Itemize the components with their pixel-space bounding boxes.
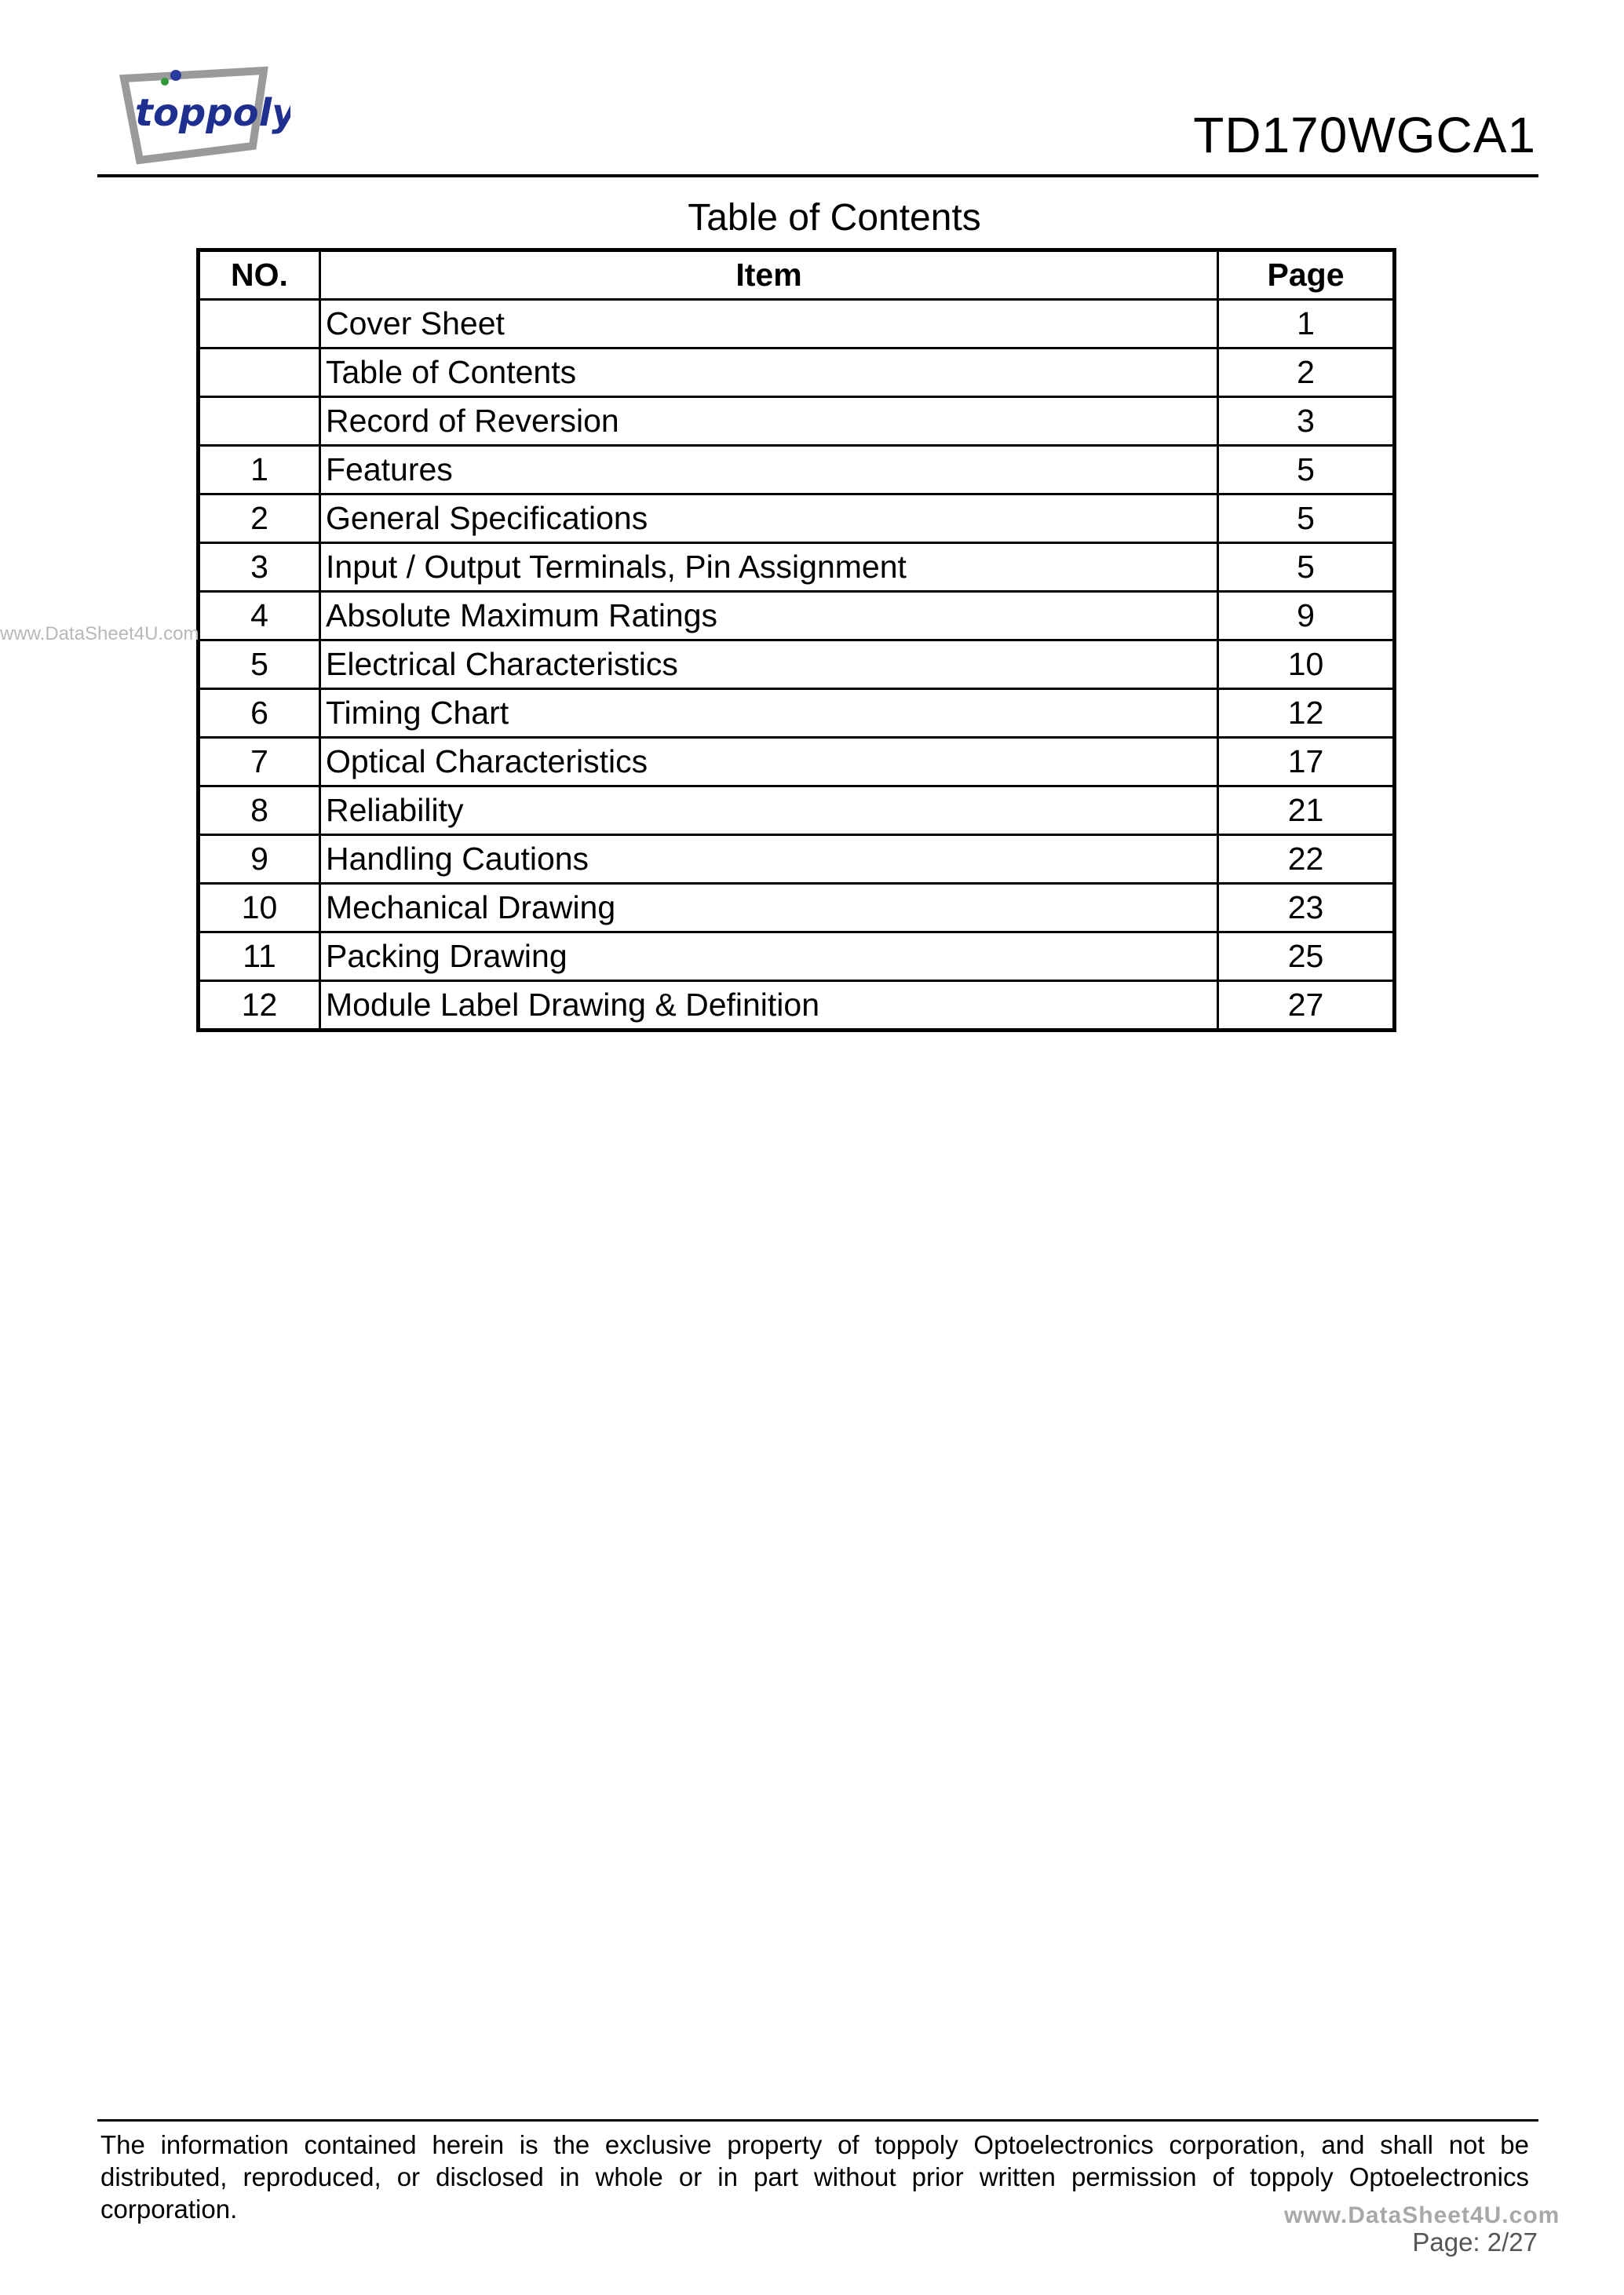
row-item: Electrical Characteristics xyxy=(320,640,1218,689)
row-no xyxy=(199,397,320,446)
watermark-text: www.DataSheet4U.com xyxy=(0,623,199,644)
row-no: 3 xyxy=(199,543,320,592)
row-page: 9 xyxy=(1218,592,1395,640)
table-row xyxy=(199,348,1395,397)
row-page: 3 xyxy=(1218,397,1395,446)
row-page: 23 xyxy=(1218,884,1395,932)
row-item: Features xyxy=(320,446,1218,494)
row-item: Absolute Maximum Ratings xyxy=(320,592,1218,640)
row-no: 1 xyxy=(199,446,320,494)
footer-notice: The information contained herein is the exclusive property of toppoly Optoelectronics corporation, and shall not be distributed, reproduced, or disclosed in whole or in part without prior written permission of toppoly Optoelectronics corporation. xyxy=(100,2130,1529,2224)
row-no: 11 xyxy=(199,932,320,981)
table-row xyxy=(199,446,1395,494)
table-row xyxy=(199,835,1395,884)
table-row xyxy=(199,300,1395,348)
row-item: Reliability xyxy=(320,786,1218,835)
page-number: Page: 2/27 xyxy=(1412,2228,1538,2257)
table-row xyxy=(199,786,1395,835)
document-id: TD170WGCA1 xyxy=(1193,107,1536,163)
table-row xyxy=(199,397,1395,446)
toc-header-row xyxy=(199,250,1395,300)
row-page: 22 xyxy=(1218,835,1395,884)
row-no: 8 xyxy=(199,786,320,835)
row-item: Timing Chart xyxy=(320,689,1218,738)
row-page: 5 xyxy=(1218,543,1395,592)
row-page: 5 xyxy=(1218,446,1395,494)
table-row xyxy=(199,640,1395,689)
logo-wordmark: toppoly xyxy=(135,91,290,135)
row-no: 12 xyxy=(199,981,320,1031)
row-no: 7 xyxy=(199,738,320,786)
row-item: Packing Drawing xyxy=(320,932,1218,981)
table-row xyxy=(199,981,1395,1031)
row-item: Table of Contents xyxy=(320,348,1218,397)
row-no xyxy=(199,348,320,397)
column-header-item: Item xyxy=(320,250,1218,300)
row-no: 9 xyxy=(199,835,320,884)
toppoly-logo xyxy=(110,64,290,166)
row-item: Handling Cautions xyxy=(320,835,1218,884)
table-row xyxy=(199,932,1395,981)
row-no: 4 xyxy=(199,592,320,640)
row-page: 10 xyxy=(1218,640,1395,689)
row-page: 5 xyxy=(1218,494,1395,543)
column-header-no: NO. xyxy=(199,250,320,300)
row-page: 2 xyxy=(1218,348,1395,397)
table-row xyxy=(199,884,1395,932)
row-page: 12 xyxy=(1218,689,1395,738)
row-no: 2 xyxy=(199,494,320,543)
table-row xyxy=(199,689,1395,738)
toc-title: Table of Contents xyxy=(688,197,981,239)
row-page: 17 xyxy=(1218,738,1395,786)
row-no xyxy=(199,300,320,348)
row-page: 27 xyxy=(1218,981,1395,1031)
column-header-page: Page xyxy=(1218,250,1395,300)
row-page: 21 xyxy=(1218,786,1395,835)
table-row xyxy=(199,494,1395,543)
row-item: Module Label Drawing & Definition xyxy=(320,981,1218,1031)
table-row xyxy=(199,738,1395,786)
row-item: Mechanical Drawing xyxy=(320,884,1218,932)
row-item: Record of Reversion xyxy=(320,397,1218,446)
row-item: Input / Output Terminals, Pin Assignment xyxy=(320,543,1218,592)
watermark-footer-text: www.DataSheet4U.com xyxy=(1284,2202,1560,2228)
table-row xyxy=(199,543,1395,592)
row-item: General Specifications xyxy=(320,494,1218,543)
toc-table xyxy=(196,248,1396,1032)
row-no: 10 xyxy=(199,884,320,932)
footer-divider xyxy=(97,2119,1538,2122)
row-page: 25 xyxy=(1218,932,1395,981)
row-no: 6 xyxy=(199,689,320,738)
row-item: Optical Characteristics xyxy=(320,738,1218,786)
header-divider xyxy=(97,174,1538,177)
row-item: Cover Sheet xyxy=(320,300,1218,348)
table-row xyxy=(199,592,1395,640)
row-page: 1 xyxy=(1218,300,1395,348)
row-no: 5 xyxy=(199,640,320,689)
